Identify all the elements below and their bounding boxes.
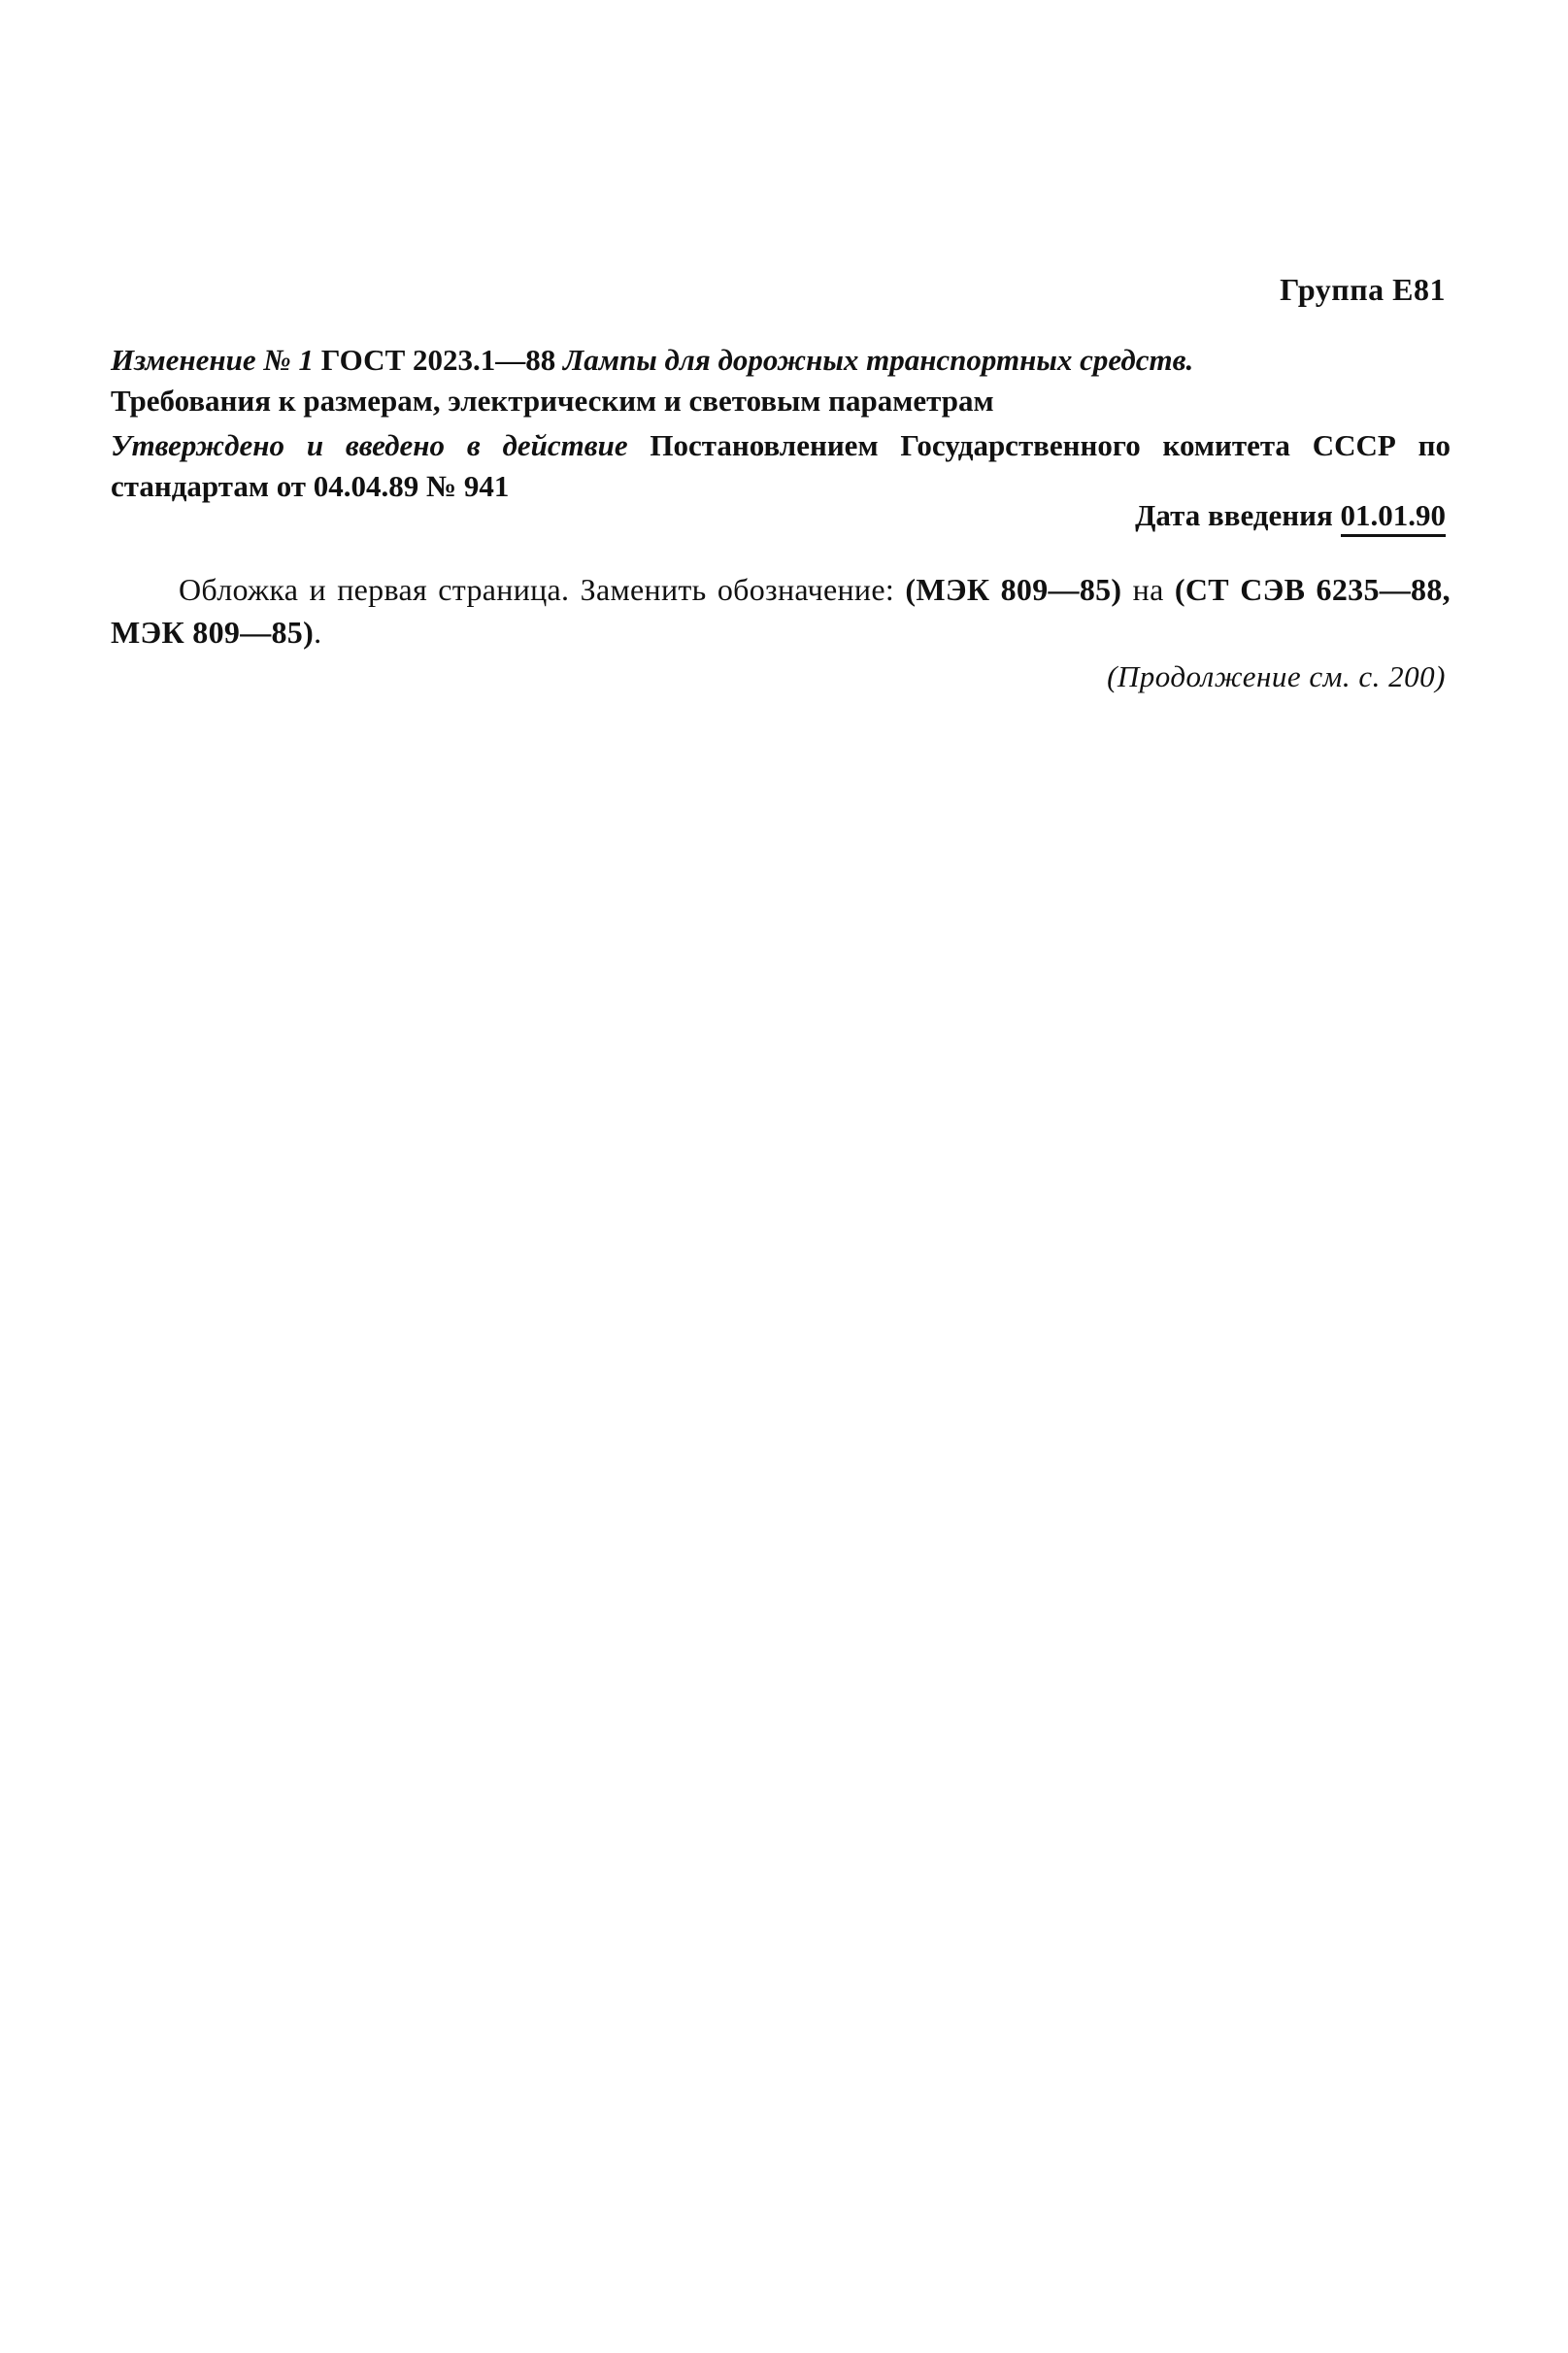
- amendment-number: Изменение № 1: [111, 343, 314, 377]
- approval-prefix: Утверждено и введено в действие: [111, 428, 628, 462]
- group-label: Группа Е81: [1280, 272, 1446, 307]
- effective-date-label: Дата введения: [1135, 498, 1333, 532]
- approval-rest: Постановлением Государственного комитета СССР по стандартам от 04.04.89 № 941: [111, 428, 1451, 503]
- amendment-body: [111, 568, 1451, 654]
- effective-date: [1135, 495, 1446, 536]
- effective-date-value: 01.01.90: [1341, 498, 1447, 537]
- body-end: .: [314, 615, 322, 650]
- new-designation: (СТ СЭВ 6235—88, МЭК 809—85): [111, 572, 1451, 650]
- old-designation: (МЭК 809—85): [905, 572, 1122, 607]
- body-text: Обложка и первая страница. Заменить обозначение:: [179, 572, 895, 607]
- standard-title-italic: Лампы для дорожных транспортных средств.: [563, 343, 1194, 377]
- standard-title-rest: Требования к размерам, электрическим и световым параметрам: [111, 384, 994, 418]
- continued-note: (Продолжение см. с. 200): [1107, 659, 1446, 693]
- body-connector: на: [1132, 572, 1164, 607]
- amendment-heading: [111, 340, 1451, 421]
- standard-designation: ГОСТ 2023.1—88: [320, 343, 556, 377]
